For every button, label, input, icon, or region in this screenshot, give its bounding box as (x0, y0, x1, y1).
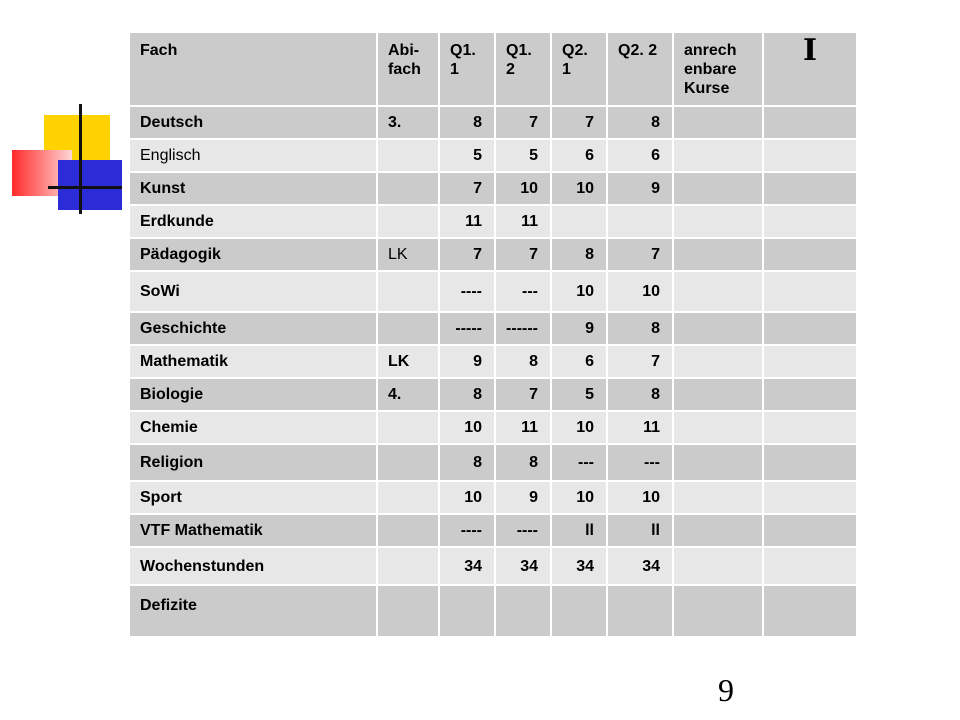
credit-cell (673, 238, 763, 271)
grade-cell-q22: 6 (607, 139, 673, 172)
abi-cell (377, 205, 439, 238)
grade-cell-q12: --- (495, 271, 551, 312)
grade-cell-q21: 5 (551, 378, 607, 411)
grade-cell-q21: 9 (551, 312, 607, 345)
table-row (129, 547, 857, 585)
grade-cell-q22: 34 (607, 547, 673, 585)
grade-cell-q22: 7 (607, 238, 673, 271)
grades-table (128, 31, 858, 638)
grade-cell-q22: 11 (607, 411, 673, 444)
grade-cell-q11: 7 (439, 172, 495, 205)
grade-cell-q11: 11 (439, 205, 495, 238)
abi-cell (377, 481, 439, 514)
abi-cell (377, 444, 439, 481)
grade-cell-q11: 8 (439, 444, 495, 481)
credit-cell (673, 514, 763, 547)
table-row (129, 481, 857, 514)
grade-cell-q21: 10 (551, 172, 607, 205)
grade-cell-q11: 8 (439, 378, 495, 411)
abi-cell (377, 312, 439, 345)
subject-cell: Kunst (129, 172, 377, 205)
grade-cell-q22: 7 (607, 345, 673, 378)
grade-cell-q12: 7 (495, 378, 551, 411)
marker-cell (763, 411, 857, 444)
marker-cell (763, 238, 857, 271)
credit-cell (673, 271, 763, 312)
credit-cell (673, 139, 763, 172)
credit-cell (673, 411, 763, 444)
grade-cell-q22: 9 (607, 172, 673, 205)
marker-cell (763, 205, 857, 238)
table-row (129, 585, 857, 637)
table-row (129, 514, 857, 547)
grade-cell-q11: ---- (439, 271, 495, 312)
table-row (129, 345, 857, 378)
subject-cell: Wochenstunden (129, 547, 377, 585)
grade-cell-q12: 7 (495, 238, 551, 271)
marker-cell (763, 312, 857, 345)
subject-cell: Biologie (129, 378, 377, 411)
credit-cell (673, 106, 763, 139)
subject-cell: Chemie (129, 411, 377, 444)
page-number: 9 (718, 672, 734, 708)
credit-cell (673, 547, 763, 585)
subject-cell: Defizite (129, 585, 377, 637)
credit-cell (673, 172, 763, 205)
grade-cell-q21: ll (551, 514, 607, 547)
header-q1-2: Q1. 2 (495, 32, 551, 106)
header-q1-1: Q1. 1 (439, 32, 495, 106)
table-row (129, 172, 857, 205)
abi-cell (377, 514, 439, 547)
subject-cell: Sport (129, 481, 377, 514)
abi-cell (377, 411, 439, 444)
grade-cell-q22 (607, 205, 673, 238)
grade-cell-q12: 5 (495, 139, 551, 172)
grade-cell-q21: 10 (551, 411, 607, 444)
grade-cell-q22 (607, 585, 673, 637)
credit-cell (673, 345, 763, 378)
grade-cell-q12: 7 (495, 106, 551, 139)
marker-cell (763, 547, 857, 585)
grade-cell-q21: 7 (551, 106, 607, 139)
vertical-line (79, 104, 82, 214)
grade-cell-q11: ---- (439, 514, 495, 547)
blue-square (58, 160, 122, 210)
grade-cell-q22: ll (607, 514, 673, 547)
credit-cell (673, 378, 763, 411)
grade-cell-q21 (551, 585, 607, 637)
abi-cell (377, 585, 439, 637)
subject-cell: Englisch (129, 139, 377, 172)
grade-cell-q11: 8 (439, 106, 495, 139)
header-abi-fach: Abi-fach (377, 32, 439, 106)
header-anrechenbare-kurse: anrech enbare Kurse (673, 32, 763, 106)
abi-cell (377, 172, 439, 205)
abi-cell (377, 271, 439, 312)
decorative-logo (12, 100, 122, 220)
subject-cell: Geschichte (129, 312, 377, 345)
horizontal-line (48, 186, 122, 189)
grade-cell-q22: 10 (607, 481, 673, 514)
marker-cell (763, 481, 857, 514)
credit-cell (673, 481, 763, 514)
grade-cell-q12: ---- (495, 514, 551, 547)
table-row (129, 378, 857, 411)
grade-cell-q21: 6 (551, 345, 607, 378)
table-row (129, 238, 857, 271)
header-q2-2: Q2. 2 (607, 32, 673, 106)
grade-cell-q21 (551, 205, 607, 238)
table-header-row (129, 32, 857, 106)
grade-cell-q21: 6 (551, 139, 607, 172)
grade-cell-q21: 10 (551, 481, 607, 514)
table-row (129, 312, 857, 345)
grade-cell-q12 (495, 585, 551, 637)
credit-cell (673, 444, 763, 481)
credit-cell (673, 205, 763, 238)
grade-cell-q21: --- (551, 444, 607, 481)
grade-cell-q22: 8 (607, 106, 673, 139)
grade-cell-q12: 10 (495, 172, 551, 205)
subject-cell: Religion (129, 444, 377, 481)
grade-cell-q11: 10 (439, 481, 495, 514)
table-row (129, 139, 857, 172)
credit-cell (673, 312, 763, 345)
header-q2-1: Q2. 1 (551, 32, 607, 106)
grade-cell-q11: 10 (439, 411, 495, 444)
table-row (129, 205, 857, 238)
grade-cell-q22: 10 (607, 271, 673, 312)
grade-cell-q12: 11 (495, 411, 551, 444)
abi-cell: 4. (377, 378, 439, 411)
grade-cell-q12: ------ (495, 312, 551, 345)
grade-cell-q12: 8 (495, 345, 551, 378)
marker-cell (763, 106, 857, 139)
grade-cell-q21: 10 (551, 271, 607, 312)
subject-cell: Pädagogik (129, 238, 377, 271)
marker-cell (763, 345, 857, 378)
subject-cell: Erdkunde (129, 205, 377, 238)
grade-cell-q11: 34 (439, 547, 495, 585)
table-row (129, 411, 857, 444)
table-row (129, 444, 857, 481)
grade-cell-q21: 34 (551, 547, 607, 585)
grade-cell-q21: 8 (551, 238, 607, 271)
grade-cell-q11: ----- (439, 312, 495, 345)
grade-cell-q12: 9 (495, 481, 551, 514)
abi-cell: LK (377, 238, 439, 271)
marker-cell (763, 139, 857, 172)
grade-cell-q22: --- (607, 444, 673, 481)
marker-cell (763, 585, 857, 637)
grade-cell-q22: 8 (607, 378, 673, 411)
marker-cell (763, 444, 857, 481)
grade-cell-q11: 5 (439, 139, 495, 172)
subject-cell: Deutsch (129, 106, 377, 139)
credit-cell (673, 585, 763, 637)
table-row (129, 271, 857, 312)
table-row (129, 106, 857, 139)
grade-cell-q11 (439, 585, 495, 637)
subject-cell: Mathematik (129, 345, 377, 378)
header-roman-one: I (763, 32, 857, 106)
abi-cell (377, 139, 439, 172)
grade-cell-q11: 9 (439, 345, 495, 378)
marker-cell (763, 378, 857, 411)
subject-cell: VTF Mathematik (129, 514, 377, 547)
grade-cell-q11: 7 (439, 238, 495, 271)
grade-cell-q12: 8 (495, 444, 551, 481)
subject-cell: SoWi (129, 271, 377, 312)
marker-cell (763, 514, 857, 547)
grade-cell-q12: 34 (495, 547, 551, 585)
marker-cell (763, 271, 857, 312)
abi-cell: LK (377, 345, 439, 378)
header-fach: Fach (129, 32, 377, 106)
abi-cell (377, 547, 439, 585)
grade-cell-q12: 11 (495, 205, 551, 238)
grade-cell-q22: 8 (607, 312, 673, 345)
abi-cell: 3. (377, 106, 439, 139)
marker-cell (763, 172, 857, 205)
